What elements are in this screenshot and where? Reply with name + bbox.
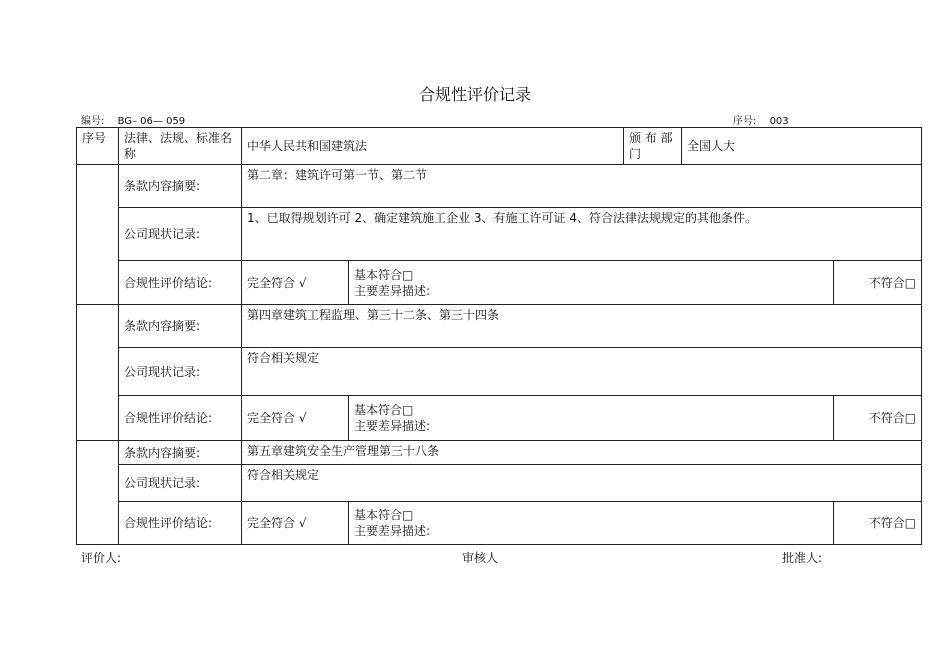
conclusion-label: 合规性评价结论: [119,396,242,441]
section-1-status: 1、已取得规划许可 2、确定建筑施工企业 3、有施工许可证 4、符合法律法规规定的其他条件。 [242,208,922,261]
header-row [77,128,922,165]
company-status-label: 公司现状记录: [119,348,242,396]
code-label: 编号: [81,116,105,127]
code-value: BG– 06— 059 [117,116,186,127]
clause-summary-label: 条款内容摘要: [119,165,242,208]
section-2-clause: 第四章建筑工程监理、第三十二条、第三十四条 [242,305,922,348]
main-diff-label: 主要差异描述: [354,524,431,538]
basic-compliance-cell [349,396,834,441]
seq-value: 003 [769,116,789,127]
full-compliance-option: 完全符合 √ [242,261,349,305]
clause-summary-label: 条款内容摘要: [119,305,242,348]
section-3-status-row [77,465,922,502]
basic-compliance-option: 基本符合□ [354,508,414,522]
document-sequence [733,112,799,127]
section-1-status-row [77,208,922,261]
basic-compliance-option: 基本符合□ [354,403,414,417]
full-compliance-option: 完全符合 √ [242,396,349,441]
non-compliance-option: 不符合□ [834,502,922,545]
section-1-conclusion-row [77,261,922,305]
evaluator-label: 评价人: [81,551,122,565]
conclusion-label: 合规性评价结论: [119,261,242,305]
section-3-conclusion-row [77,502,922,545]
section-3-status: 符合相关规定 [242,465,922,502]
seq-header: 序号 [77,128,119,165]
basic-compliance-cell [349,502,834,545]
main-diff-label: 主要差异描述: [354,419,431,433]
non-compliance-option: 不符合□ [834,261,922,305]
document-code [81,112,195,127]
section-2-seq-cell [77,305,119,441]
section-1-clause: 第二章：建筑许可第一节、第二节 [242,165,922,208]
section-2-clause-row [77,305,922,348]
company-status-label: 公司现状记录: [119,465,242,502]
section-3-clause-row [77,441,922,465]
law-name-label: 法律、法规、标准名称 [119,128,242,165]
issuer-value: 全国人大 [682,128,922,165]
page-title: 合规性评价记录 [418,85,531,104]
full-compliance-option: 完全符合 √ [242,502,349,545]
section-2-status: 符合相关规定 [242,348,922,396]
approver-label: 批准人: [782,551,823,565]
section-1-clause-row [77,165,922,208]
non-compliance-option: 不符合□ [834,396,922,441]
law-name-value: 中华人民共和国建筑法 [242,128,624,165]
conclusion-label: 合规性评价结论: [119,502,242,545]
basic-compliance-cell [349,261,834,305]
main-diff-label: 主要差异描述: [354,283,431,298]
compliance-evaluation-table [76,127,922,545]
clause-summary-label: 条款内容摘要: [119,441,242,465]
section-2-status-row [77,348,922,396]
section-2-conclusion-row [77,396,922,441]
section-3-clause: 第五章建筑安全生产管理第三十八条 [242,441,922,465]
section-3-seq-cell [77,441,119,545]
company-status-label: 公司现状记录: [119,208,242,261]
seq-label: 序号: [733,116,757,127]
issuer-label: 颁 布 部 门 [624,128,682,165]
reviewer-label: 审核人 [462,551,499,565]
basic-compliance-option: 基本符合□ [354,267,414,282]
section-1-seq-cell [77,165,119,305]
